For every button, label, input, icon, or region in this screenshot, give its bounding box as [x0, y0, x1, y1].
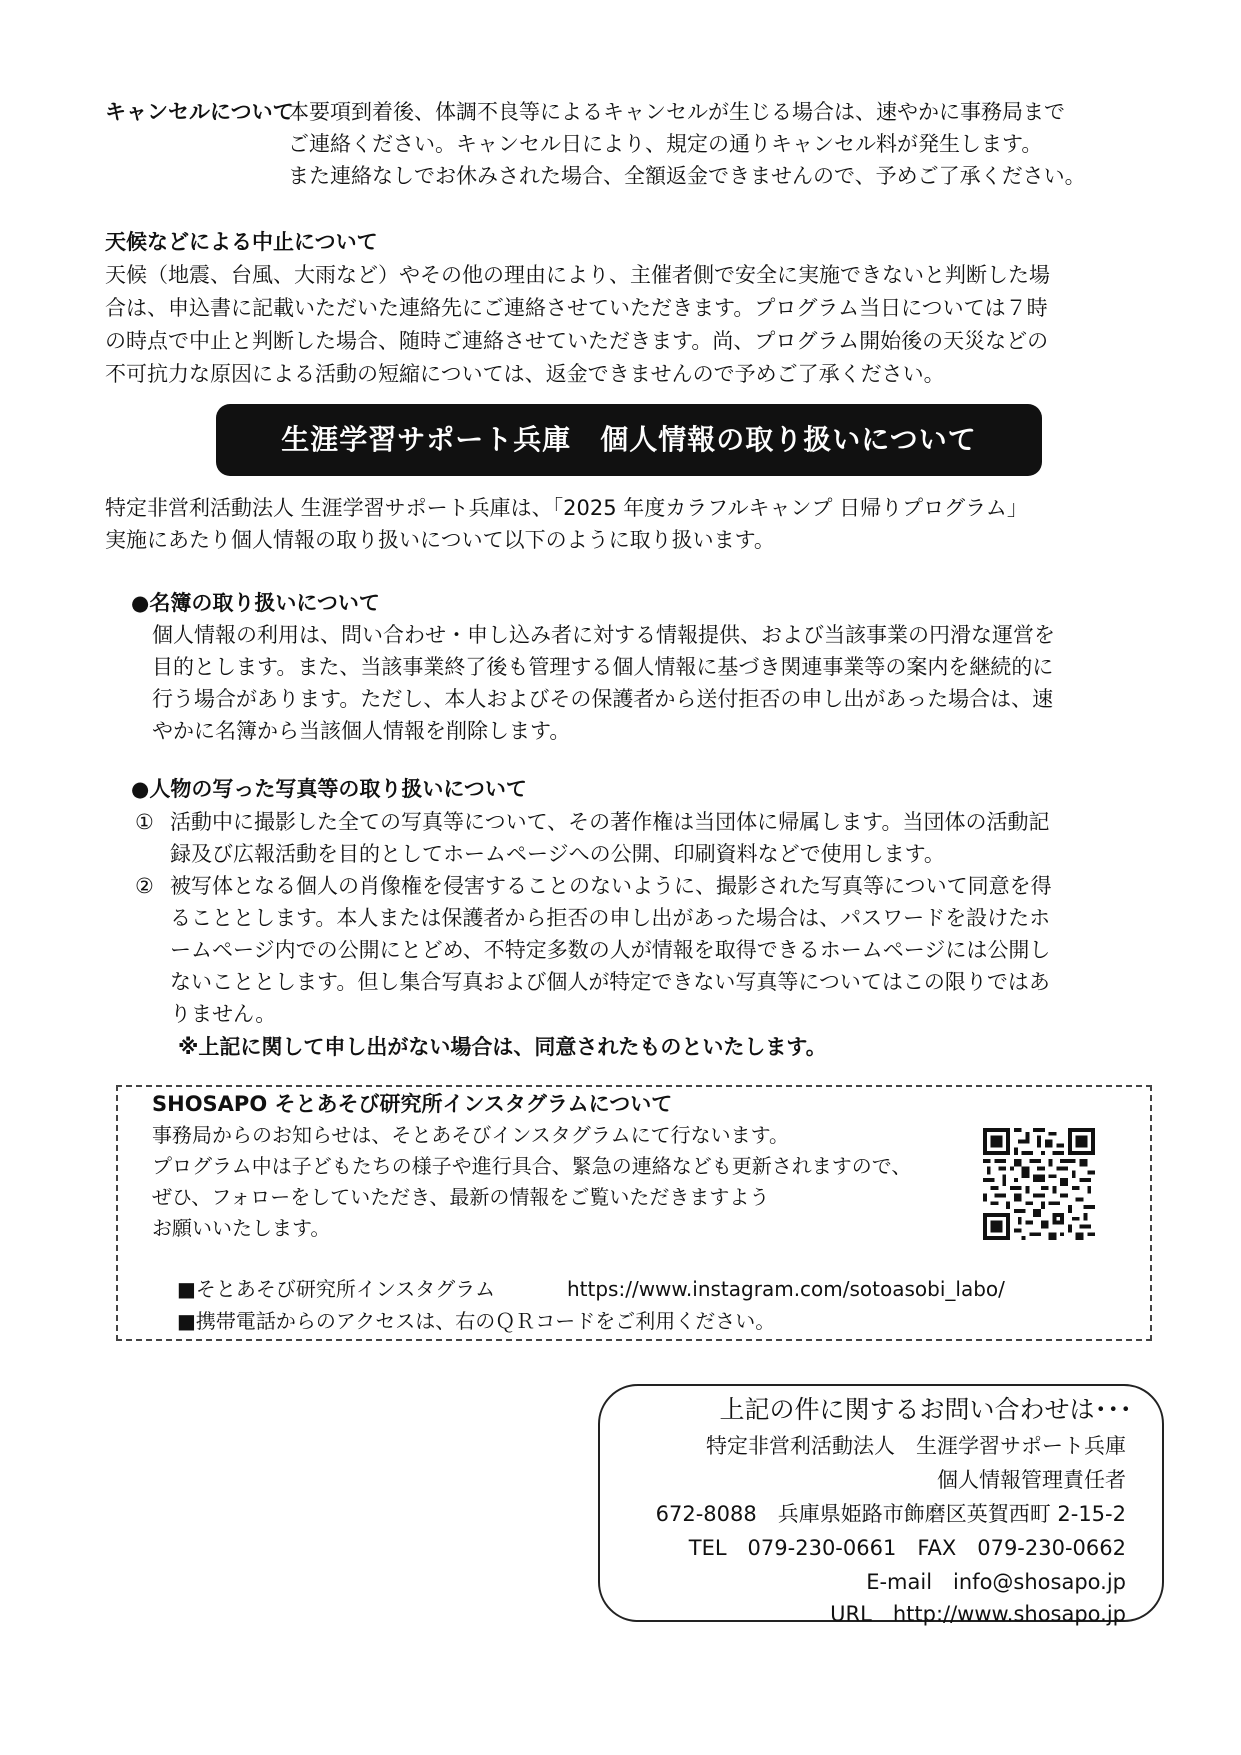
roster-line-4: やかに名簿から当該個人情報を削除します。: [152, 719, 571, 743]
photos-consent-note: ※上記に関して申し出がない場合は、同意されたものといたします。: [178, 1035, 827, 1059]
instagram-line-2: プログラム中は子どもたちの様子や進行具合、緊急の連絡なども更新されますので、: [152, 1154, 912, 1178]
photos-item1-line-2: 録及び広報活動を目的としてホームページへの公開、印刷資料などで使用します。: [170, 842, 945, 866]
contact-url[interactable]: URL http://www.shosapo.jp: [830, 1602, 1126, 1626]
contact-heading: 上記の件に関するお問い合わせは･･･: [719, 1395, 1132, 1424]
photos-item1-line-1: 活動中に撮影した全ての写真等について、その著作権は当団体に帰属します。当団体の活動記: [170, 810, 1050, 834]
contact-role: 個人情報管理責任者: [937, 1468, 1126, 1492]
contact-address: 672-8088 兵庫県姫路市飾磨区英賀西町 2-15-2: [655, 1502, 1126, 1526]
roster-heading: ●名簿の取り扱いについて: [131, 591, 380, 615]
photos-item2-line-1: 被写体となる個人の肖像権を侵害することのないように、撮影された写真等について同意を得: [170, 874, 1052, 898]
photos-item2-line-2: ることとします。本人または保護者から拒否の申し出があった場合は、パスワードを設けたホ: [170, 906, 1051, 930]
roster-line-1: 個人情報の利用は、問い合わせ・申し込み者に対する情報提供、および当該事業の円滑な運営を: [152, 623, 1055, 647]
weather-line-3: の時点で中止と判断した場合、随時ご連絡させていただきます。尚、プログラム開始後の天災などの: [105, 329, 1049, 353]
photos-heading: ●人物の写った写真等の取り扱いについて: [131, 777, 527, 801]
photos-item2-number: ②: [135, 874, 154, 898]
qr-access-note: ■携帯電話からのアクセスは、右のＱＲコードをご利用ください。: [177, 1309, 776, 1333]
photos-item2-line-3: ームページ内での公開にとどめ、不特定多数の人が情報を取得できるホームページには公開し: [170, 938, 1051, 962]
roster-line-2: 目的とします。また、当該事業終了後も管理する個人情報に基づき関連事業等の案内を継続的に: [152, 655, 1054, 679]
weather-heading: 天候などによる中止について: [105, 230, 378, 254]
instagram-link-url[interactable]: https://www.instagram.com/sotoasobi_labo/: [567, 1277, 1005, 1301]
privacy-intro-line-2: 実施にあたり個人情報の取り扱いについて以下のように取り扱います。: [105, 528, 775, 552]
instagram-line-3: ぜひ、フォローをしていただき、最新の情報をご覧いただきますよう: [152, 1185, 770, 1209]
instagram-line-4: お願いいたします。: [152, 1216, 331, 1240]
photos-item2-line-4: ないこととします。但し集合写真および個人が特定できない写真等についてはこの限りではあ: [170, 970, 1050, 994]
roster-line-3: 行う場合があります。ただし、本人およびその保護者から送付拒否の申し出があった場合は、速: [152, 687, 1054, 711]
contact-org: 特定非営利活動法人 生涯学習サポート兵庫: [706, 1434, 1126, 1458]
weather-line-2: 合は、申込書に記載いただいた連絡先にご連絡させていただきます。プログラム当日については７時: [105, 296, 1048, 320]
cancel-line-3: また連絡なしでお休みされた場合、全額返金できませんので、予めご了承ください。: [288, 164, 1086, 188]
contact-email[interactable]: E-mail info@shosapo.jp: [866, 1570, 1126, 1594]
weather-line-4: 不可抗力な原因による活動の短縮については、返金できませんので予めご了承ください。: [105, 362, 945, 386]
photos-item1-number: ①: [135, 810, 154, 834]
photos-item2-line-5: りません。: [170, 1002, 277, 1026]
privacy-title-bar: 生涯学習サポート兵庫 個人情報の取り扱いについて: [216, 404, 1042, 476]
instagram-link-label: ■そとあそび研究所インスタグラム: [177, 1277, 496, 1301]
cancel-heading: キャンセルについて: [105, 100, 294, 124]
instagram-line-1: 事務局からのお知らせは、そとあそびインスタグラムにて行ないます。: [152, 1123, 789, 1147]
contact-phone: TEL 079-230-0661 FAX 079-230-0662: [688, 1536, 1126, 1560]
qr-code-icon[interactable]: [983, 1128, 1095, 1240]
weather-line-1: 天候（地震、台風、大雨など）やその他の理由により、主催者側で安全に実施できないと判断した場: [105, 263, 1050, 287]
cancel-line-1: 本要項到着後、体調不良等によるキャンセルが生じる場合は、速やかに事務局まで: [288, 100, 1065, 124]
privacy-intro-line-1: 特定非営利活動法人 生涯学習サポート兵庫は、「2025 年度カラフルキャンプ 日帰りプログラム」: [105, 496, 1028, 520]
cancel-line-2: ご連絡ください。キャンセル日により、規定の通りキャンセル料が発生します。: [288, 132, 1043, 156]
instagram-heading: SHOSAPO そとあそび研究所インスタグラムについて: [152, 1092, 673, 1116]
